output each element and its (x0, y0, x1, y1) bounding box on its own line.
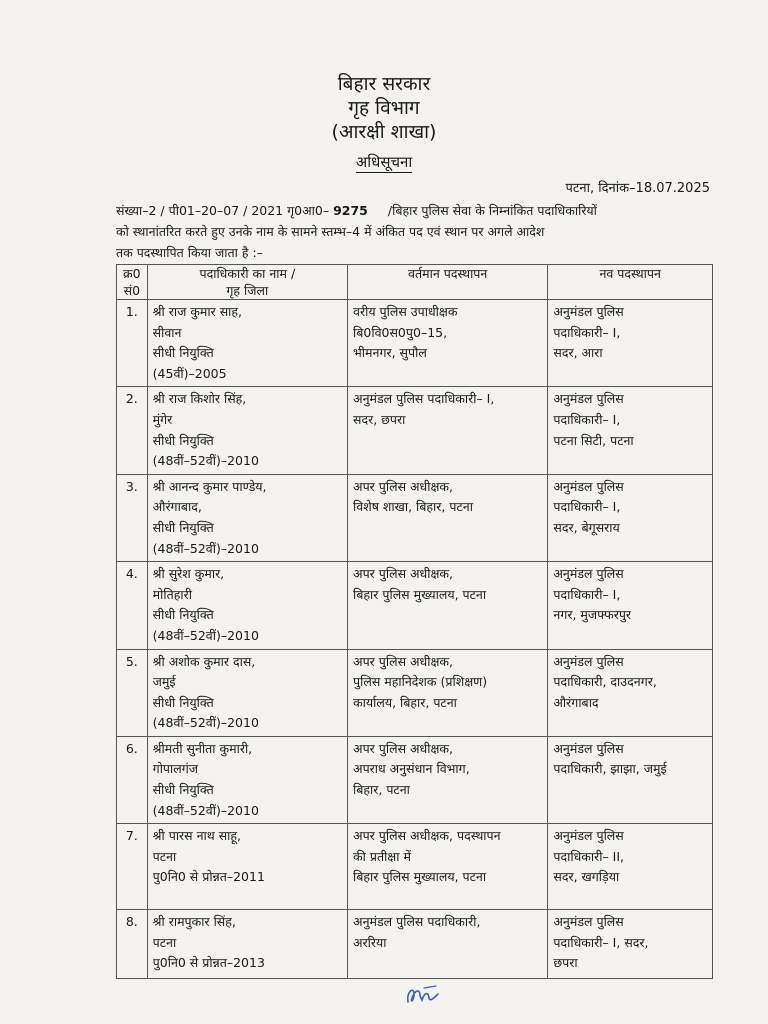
cell-new-posting-line: अनुमंडल पुलिस (553, 914, 624, 930)
cell-name-line: (48वीं–52वीं)–2010 (152, 453, 259, 469)
cell-new-posting-line: अनुमंडल पुलिस (553, 566, 624, 582)
cell-new-posting-line: अनुमंडल पुलिस (553, 304, 624, 319)
cell-current-posting-line: कार्यालय, बिहार, पटना (353, 694, 457, 710)
cell-serial: 1. (117, 300, 148, 387)
cell-current-posting (348, 300, 548, 387)
cell-current-posting-line: विशेष शाखा, बिहार, पटना (353, 499, 473, 515)
cell-current-posting-line: अपर पुलिस अधीक्षक, (353, 566, 453, 582)
cell-name-line: जमुई (152, 674, 176, 690)
cell-new-posting-line: पदाधिकारी, दाउदनगर, (553, 674, 657, 690)
cell-current-posting (348, 824, 548, 910)
cell-name-line: सीधी नियुक्ति (152, 782, 214, 798)
cell-name-line: मोतिहारी (152, 586, 192, 602)
header-serial: क्र0 सं0 (117, 265, 148, 300)
cell-current-posting-line: अपराध अनुसंधान विभाग, (353, 761, 470, 777)
reference-prefix: संख्या–2 / पी01–20–07 / 2021 गृ0आ0– (116, 203, 330, 218)
cell-new-posting (548, 910, 713, 979)
cell-current-posting (348, 736, 548, 823)
cell-current-posting-line: बि0वि0स0पु0–15, (353, 324, 448, 340)
cell-serial: 3. (117, 474, 148, 561)
cell-name-line: सीधी नियुक्ति (152, 345, 214, 361)
cell-name-line: सीधी नियुक्ति (152, 607, 214, 623)
cell-new-posting-line: अनुमंडल पुलिस (553, 740, 624, 756)
cell-name-line: श्री राज कुमार साह, (152, 304, 243, 319)
cell-name-line: सीवान (152, 324, 182, 340)
table-row (117, 387, 713, 474)
cell-new-posting-line: पदाधिकारी– I, (553, 324, 621, 340)
reference-number: 9275 (333, 203, 368, 218)
table-row (117, 824, 713, 910)
cell-name-line: श्री पारस नाथ साहू, (152, 828, 242, 844)
table-row (117, 300, 713, 387)
cell-current-posting-line: अनुमंडल पुलिस पदाधिकारी– I, (353, 391, 495, 407)
cell-name-line: सीधी नियुक्ति (152, 432, 214, 448)
table-row (117, 910, 713, 979)
cell-name-line: (48वीं–52वीं)–2010 (152, 715, 259, 731)
cell-name-line: (48वीं–52वीं)–2010 (152, 802, 259, 818)
cell-serial: 4. (117, 562, 148, 649)
cell-new-posting-line: पदाधिकारी– I, (553, 411, 621, 427)
cell-new-posting-line: औरंगाबाद (553, 694, 599, 710)
cell-name-line: श्री आनन्द कुमार पाण्डेय, (152, 478, 267, 494)
cell-current-posting-line: की प्रतीक्षा में (353, 848, 411, 864)
cell-new-posting-line: सदर, खगड़िया (553, 869, 620, 885)
cell-name (147, 824, 347, 910)
cell-new-posting-line: अनुमंडल पुलिस (553, 828, 624, 844)
cell-new-posting-line: पटना सिटी, पटना (553, 432, 634, 448)
cell-name (147, 474, 347, 561)
cell-name (147, 300, 347, 387)
cell-new-posting-line: छपरा (553, 955, 578, 971)
cell-name-line: (45वीं)–2005 (152, 365, 227, 381)
cell-name-line: पटना (152, 848, 177, 864)
cell-new-posting-line: पदाधिकारी– I, सदर, (553, 934, 649, 950)
cell-serial: 5. (117, 649, 148, 736)
cell-name-line: औरंगाबाद, (152, 499, 202, 515)
cell-name-line: श्री राज किशोर सिंह, (152, 391, 247, 407)
table-row (117, 474, 713, 561)
cell-current-posting-line: अररिया (353, 934, 387, 950)
cell-current-posting (348, 562, 548, 649)
cell-name-line: पु0नि0 से प्रोन्नत–2011 (152, 869, 265, 885)
table-row (117, 562, 713, 649)
intro-line-3: तक पदस्थापित किया जाता है :– (116, 245, 263, 260)
cell-name-line: (48वीं–52वीं)–2010 (152, 627, 259, 643)
cell-name-line: गोपालगंज (152, 761, 199, 777)
header-current-posting: वर्तमान पदस्थापन (348, 265, 548, 300)
header-new-posting: नव पदस्थापन (548, 265, 713, 300)
cell-name-line: श्रीमती सुनीता कुमारी, (152, 740, 253, 756)
cell-current-posting (348, 474, 548, 561)
cell-name-line: श्री सुरेश कुमार, (152, 566, 225, 582)
cell-new-posting-line: अनुमंडल पुलिस (553, 653, 624, 669)
cell-name (147, 736, 347, 823)
cell-name-line: सीधी नियुक्ति (152, 519, 214, 535)
cell-current-posting-line: बिहार पुलिस मुख्यालय, पटना (353, 869, 487, 885)
cell-name (147, 562, 347, 649)
cell-serial: 6. (117, 736, 148, 823)
cell-current-posting-line: अपर पुलिस अधीक्षक, (353, 653, 453, 669)
cell-new-posting-line: पदाधिकारी– I, (553, 586, 621, 602)
cell-name (147, 387, 347, 474)
cell-new-posting-line: पदाधिकारी– I, (553, 499, 621, 515)
cell-new-posting-line: सदर, आरा (553, 345, 603, 361)
place-date: पटना, दिनांक–18.07.2025 (565, 181, 710, 196)
cell-new-posting-line: नगर, मुजफ्फरपुर (553, 607, 632, 623)
cell-new-posting-line: अनुमंडल पुलिस (553, 478, 624, 494)
cell-new-posting (548, 300, 713, 387)
branch-title: (आरक्षी शाखा) (331, 121, 437, 143)
govt-title: बिहार सरकार (337, 73, 431, 95)
department-title: गृह विभाग (348, 97, 420, 119)
cell-new-posting (548, 736, 713, 823)
cell-current-posting-line: अपर पुलिस अधीक्षक, (353, 478, 453, 494)
notification-heading (0, 152, 768, 172)
cell-name (147, 649, 347, 736)
intro-paragraph (116, 200, 712, 263)
cell-new-posting (548, 562, 713, 649)
cell-current-posting-line: अपर पुलिस अधीक्षक, (353, 740, 453, 756)
cell-current-posting-line: अनुमंडल पुलिस पदाधिकारी, (353, 914, 481, 930)
cell-new-posting (548, 387, 713, 474)
cell-current-posting (348, 387, 548, 474)
cell-current-posting-line: वरीय पुलिस उपाधीक्षक (353, 304, 458, 319)
cell-name-line: पटना (152, 934, 177, 950)
cell-new-posting (548, 474, 713, 561)
cell-current-posting-line: सदर, छपरा (353, 411, 406, 427)
cell-current-posting-line: पुलिस महानिदेशक (प्रशिक्षण) (353, 674, 488, 690)
cell-name-line: श्री रामपुकार सिंह, (152, 914, 236, 930)
cell-current-posting (348, 910, 548, 979)
intro-line-1-rest: /बिहार पुलिस सेवा के निम्नांकित पदाधिकारियों (387, 203, 597, 218)
intro-line-1 (116, 200, 712, 221)
posting-table (116, 264, 713, 979)
cell-name-line: पु0नि0 से प्रोन्नत–2013 (152, 955, 265, 971)
cell-name-line: श्री अशोक कुमार दास, (152, 653, 256, 669)
cell-new-posting-line: पदाधिकारी, झाझा, जमुई (553, 761, 667, 777)
table-row (117, 649, 713, 736)
signature-mark (402, 980, 442, 1008)
intro-line-2: को स्थानांतरित करते हुए उनके नाम के सामने स्तम्भ–4 में अंकित पद एवं स्थान पर अगले आदेश (116, 224, 545, 239)
cell-current-posting (348, 649, 548, 736)
cell-new-posting-line: सदर, बेगूसराय (553, 519, 620, 535)
cell-current-posting-line: अपर पुलिस अधीक्षक, पदस्थापन (353, 828, 501, 844)
cell-new-posting (548, 649, 713, 736)
cell-serial: 2. (117, 387, 148, 474)
cell-serial: 8. (117, 910, 148, 979)
cell-current-posting-line: भीमनगर, सुपौल (353, 345, 427, 361)
notification-label: अधिसूचना (355, 153, 413, 171)
cell-current-posting-line: बिहार, पटना (353, 782, 410, 798)
cell-new-posting-line: पदाधिकारी– II, (553, 848, 625, 864)
cell-current-posting-line: बिहार पुलिस मुख्यालय, पटना (353, 586, 487, 602)
table-row (117, 736, 713, 823)
cell-new-posting-line: अनुमंडल पुलिस (553, 391, 624, 407)
cell-name-line: (48वीं–52वीं)–2010 (152, 540, 259, 556)
table-header-row (117, 265, 713, 300)
header-name: पदाधिकारी का नाम / गृह जिला (147, 265, 347, 300)
cell-name-line: मुंगेर (152, 411, 173, 427)
cell-name-line: सीधी नियुक्ति (152, 694, 214, 710)
cell-new-posting (548, 824, 713, 910)
cell-name (147, 910, 347, 979)
cell-serial: 7. (117, 824, 148, 910)
